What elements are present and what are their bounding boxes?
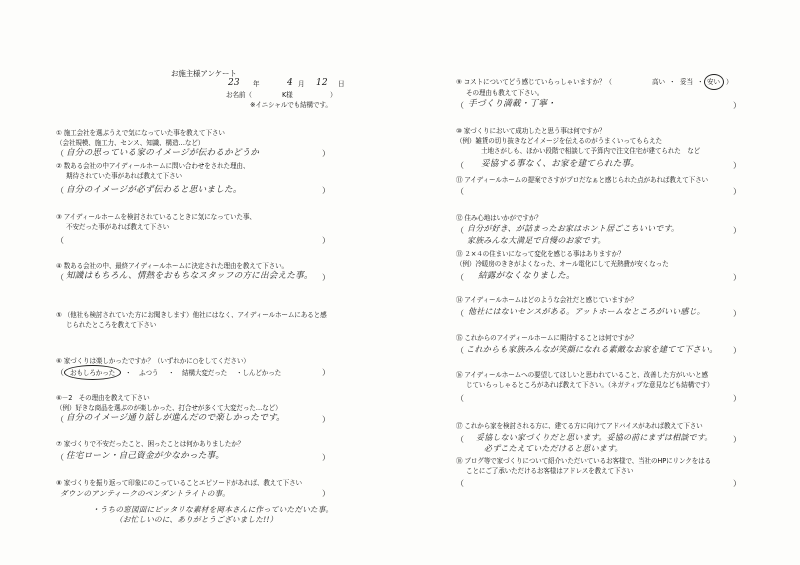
paren-close: ） [733, 273, 741, 282]
question-1: ① 施工会社を選ぶうえで気になっていた事を教えて下さい [56, 129, 225, 137]
month-unit: 月 [298, 80, 305, 88]
answer-2: 自分のイメージが必ず伝わると思いました。 [66, 185, 242, 195]
cost-option-cheap: 安い [707, 78, 720, 86]
question-11: ⑪ アイディールホームの提案でさすがプロだなぁと感じられた点があれば教えて下さい [456, 176, 708, 184]
month-value: 4 [287, 78, 293, 88]
paren-open: （ [456, 273, 464, 282]
answer-12-line1: 自分が好き、が詰まったお家はホント居ごこちいいです。 [467, 224, 680, 233]
name-close: ） [330, 91, 337, 99]
paren-close: ） [322, 415, 330, 424]
answer-4: 知識はもちろん、情熱をおもちなスタッフの方に出会えた事。 [66, 271, 313, 281]
cost-separator: ・ [697, 78, 704, 86]
answer-17-line1: 妥協しない家づくりだと思います。妥協の前にまずは相談です。 [476, 433, 713, 442]
question-10: ⑩ 家づくりにおいて成功したと思う事は何ですか？ [456, 127, 606, 135]
paren-close: ） [733, 226, 741, 235]
answer-6-2: 自分のイメージ通り話しが進んだので楽しかったです。 [66, 413, 285, 423]
question-16-line2: じていらっしゃるところがあれば教えて下さい。（ネガティブな意見なども結構です） [466, 381, 714, 389]
question-16: ⑯ アイディールホームへの要望してほしいと思われていること、改善した方がいいと感 [456, 371, 708, 379]
question-9: ⑨ コストについてどう感じていらっしゃいますか？（ [456, 78, 612, 86]
paren-close: ） [322, 368, 330, 377]
paren-close: ） [733, 394, 741, 403]
paren-open: （ [456, 309, 464, 318]
question-13: ⑬ ２×４の住まいになって変化を感じる事はありますか？ [456, 250, 625, 258]
question-8: ⑧ 家づくりを振り返って印象にのこっていることエピソードがあれば、教えて下さい [56, 479, 302, 487]
question-17: ⑰ これから家を検討される方に、建てる方に向けてアドバイスがあれば教えて下さい [456, 422, 703, 430]
paren-open: （ [56, 453, 64, 462]
answer-12-line2: 家族みんな大満足で自慢のお家です。 [467, 236, 606, 245]
paren-close: ） [733, 346, 741, 355]
paren-close: ） [733, 101, 741, 110]
year-unit: 年 [253, 80, 260, 88]
paren-open: （ [456, 479, 464, 488]
question-18: ⑱ ブログ等で家づくりについて紹介いただいているお客様で、当社のHPにリンクをはる [456, 457, 712, 465]
question-3: ③ アイディールホームを検討されていることきに気になっていた事、 [56, 213, 256, 221]
option-fun: おもしろかった [70, 369, 116, 377]
question-6-2: ⑥－2 その理由を教えて下さい [56, 394, 150, 402]
paren-open: （ [456, 187, 464, 196]
paren-close: ） [322, 489, 330, 498]
question-13-sub: （例）冷暖房のききがよくなった、オール電化にして光熱費が安くなった [456, 260, 669, 268]
question-1-sub: （会社規模、施工力、センス、知識、構造…など） [56, 139, 205, 147]
question-10-sub1: （例）雑貨の切り抜きなどイメージを伝えるのがうまくいってもらえた [456, 137, 663, 145]
day-unit: 日 [338, 80, 345, 88]
answer-15: これからも家族みんなが笑顔になれる素敵なお家を建てて下さい。 [466, 344, 718, 354]
paren-close: ） [322, 236, 330, 245]
paren-open: （ [456, 394, 464, 403]
option-separator: ・ [125, 369, 132, 377]
paren-close: ） [733, 309, 741, 318]
survey-title: お施主様アンケート [171, 69, 237, 78]
option-normal: ふつう [139, 369, 159, 377]
paren-close: ） [322, 273, 330, 282]
cost-separator: ・ [669, 78, 676, 86]
cost-option-fair: 妥当 [680, 78, 693, 86]
question-2-line2: 期待されていた事があれば教えて下さい [66, 172, 182, 180]
option-tough: ・しんどかった [236, 369, 282, 377]
year-value: 23 [228, 78, 240, 88]
paren-open: （ [456, 226, 464, 235]
paren-close: ） [322, 149, 330, 158]
answer-8-line1: ダウンのアンティークのペンダントライトの事。 [60, 489, 231, 498]
paren-open: （ [456, 101, 464, 110]
name-label: お名前（ [226, 91, 252, 99]
paren-open: （ [456, 346, 464, 355]
answer-17-line2: 必ずこたえていただけると思います。 [484, 444, 623, 453]
question-9-line2: その理由も教えて下さい。 [466, 89, 544, 97]
paren-open: （ [56, 186, 64, 195]
option-hard: 結構大変だった [182, 369, 228, 377]
paren-open: （ [456, 435, 464, 444]
answer-14: 他社にはないセンスがある。アットホームなところがいい感じ。 [468, 307, 705, 316]
paren-close: ） [733, 479, 741, 488]
paren-open: （ [56, 415, 64, 424]
day-value: 12 [316, 78, 328, 88]
question-15: ⑮ これからのアイディールホームに期待することは何ですか？ [456, 334, 638, 342]
name-value: K様 [282, 91, 293, 99]
question-18-line2: ことにご了承いただけるお客様はアドレスを教えて下さい [466, 467, 634, 475]
paren-close: ） [322, 453, 330, 462]
answer-9: 手づくり満載・丁寧・ [468, 99, 556, 109]
paren-open: （ [56, 273, 64, 282]
question-5-line2: じられたところを教えて下さい [66, 321, 157, 329]
paren-open: （ [56, 368, 64, 377]
question-6-2-sub: （例）好きな商品を選ぶのが楽しかった、打合せが多くて大変だった…など） [56, 404, 282, 412]
option-separator: ・ [168, 369, 175, 377]
answer-8-line2: ・うちの窓図面にピッタリな素材を岡本さんに作っていただいた事。 [92, 505, 334, 514]
answer-1: 自分の思っている家のイメージが伝わるかどうか [66, 148, 260, 158]
paren-open: （ [56, 149, 64, 158]
question-12: ⑫ 住み心地はいかがですか？ [456, 214, 542, 222]
cost-option-high: 高い [652, 78, 665, 86]
paren-open: （ [56, 236, 64, 245]
paren-open: （ [456, 161, 464, 170]
paren-close: ） [733, 435, 741, 444]
paren-close: ） [733, 187, 741, 196]
answer-7: 住宅ローン・自己資金が少なかった事。 [66, 451, 225, 461]
question-10-sub2: 土地さがしも、ほかい段階で相談して予算内で注文住宅が建てられた など [481, 147, 701, 155]
question-6: ⑥ 家づくりは楽しかったですか？（いずれかに○をしてください） [56, 357, 250, 365]
question-7: ⑦ 家づくりで不安だったこと、困ったことは何かありましたか？ [56, 440, 245, 448]
cost-close: ） [726, 78, 733, 86]
answer-8-line3: （お忙しいのに、ありがとうございました!!） [115, 515, 278, 524]
initials-note: ※イニシャルでも結構です。 [250, 101, 332, 109]
answer-13: 結露がなくなりました。 [478, 271, 575, 281]
answer-10: 妥協する事なく、お家を建てられた事。 [481, 159, 640, 169]
question-14: ⑭ アイディールホームはどのような会社だと感じていますか？ [456, 296, 638, 304]
paren-close: ） [322, 186, 330, 195]
question-3-line2: 不安だった事があれば教えて下さい [66, 223, 170, 231]
question-2: ② 数ある会社の中アイディールホームに問い合わせをされた理由、 [56, 162, 250, 170]
question-4: ④ 数ある会社の中、最終アイディールホームに決定された理由を教えて下さい。 [56, 262, 288, 270]
paren-close: ） [733, 161, 741, 170]
question-5: ⑤ （他社も検討されていた方にお聞きします）他社にはなく、アイディールホームにあると感 [56, 311, 327, 319]
